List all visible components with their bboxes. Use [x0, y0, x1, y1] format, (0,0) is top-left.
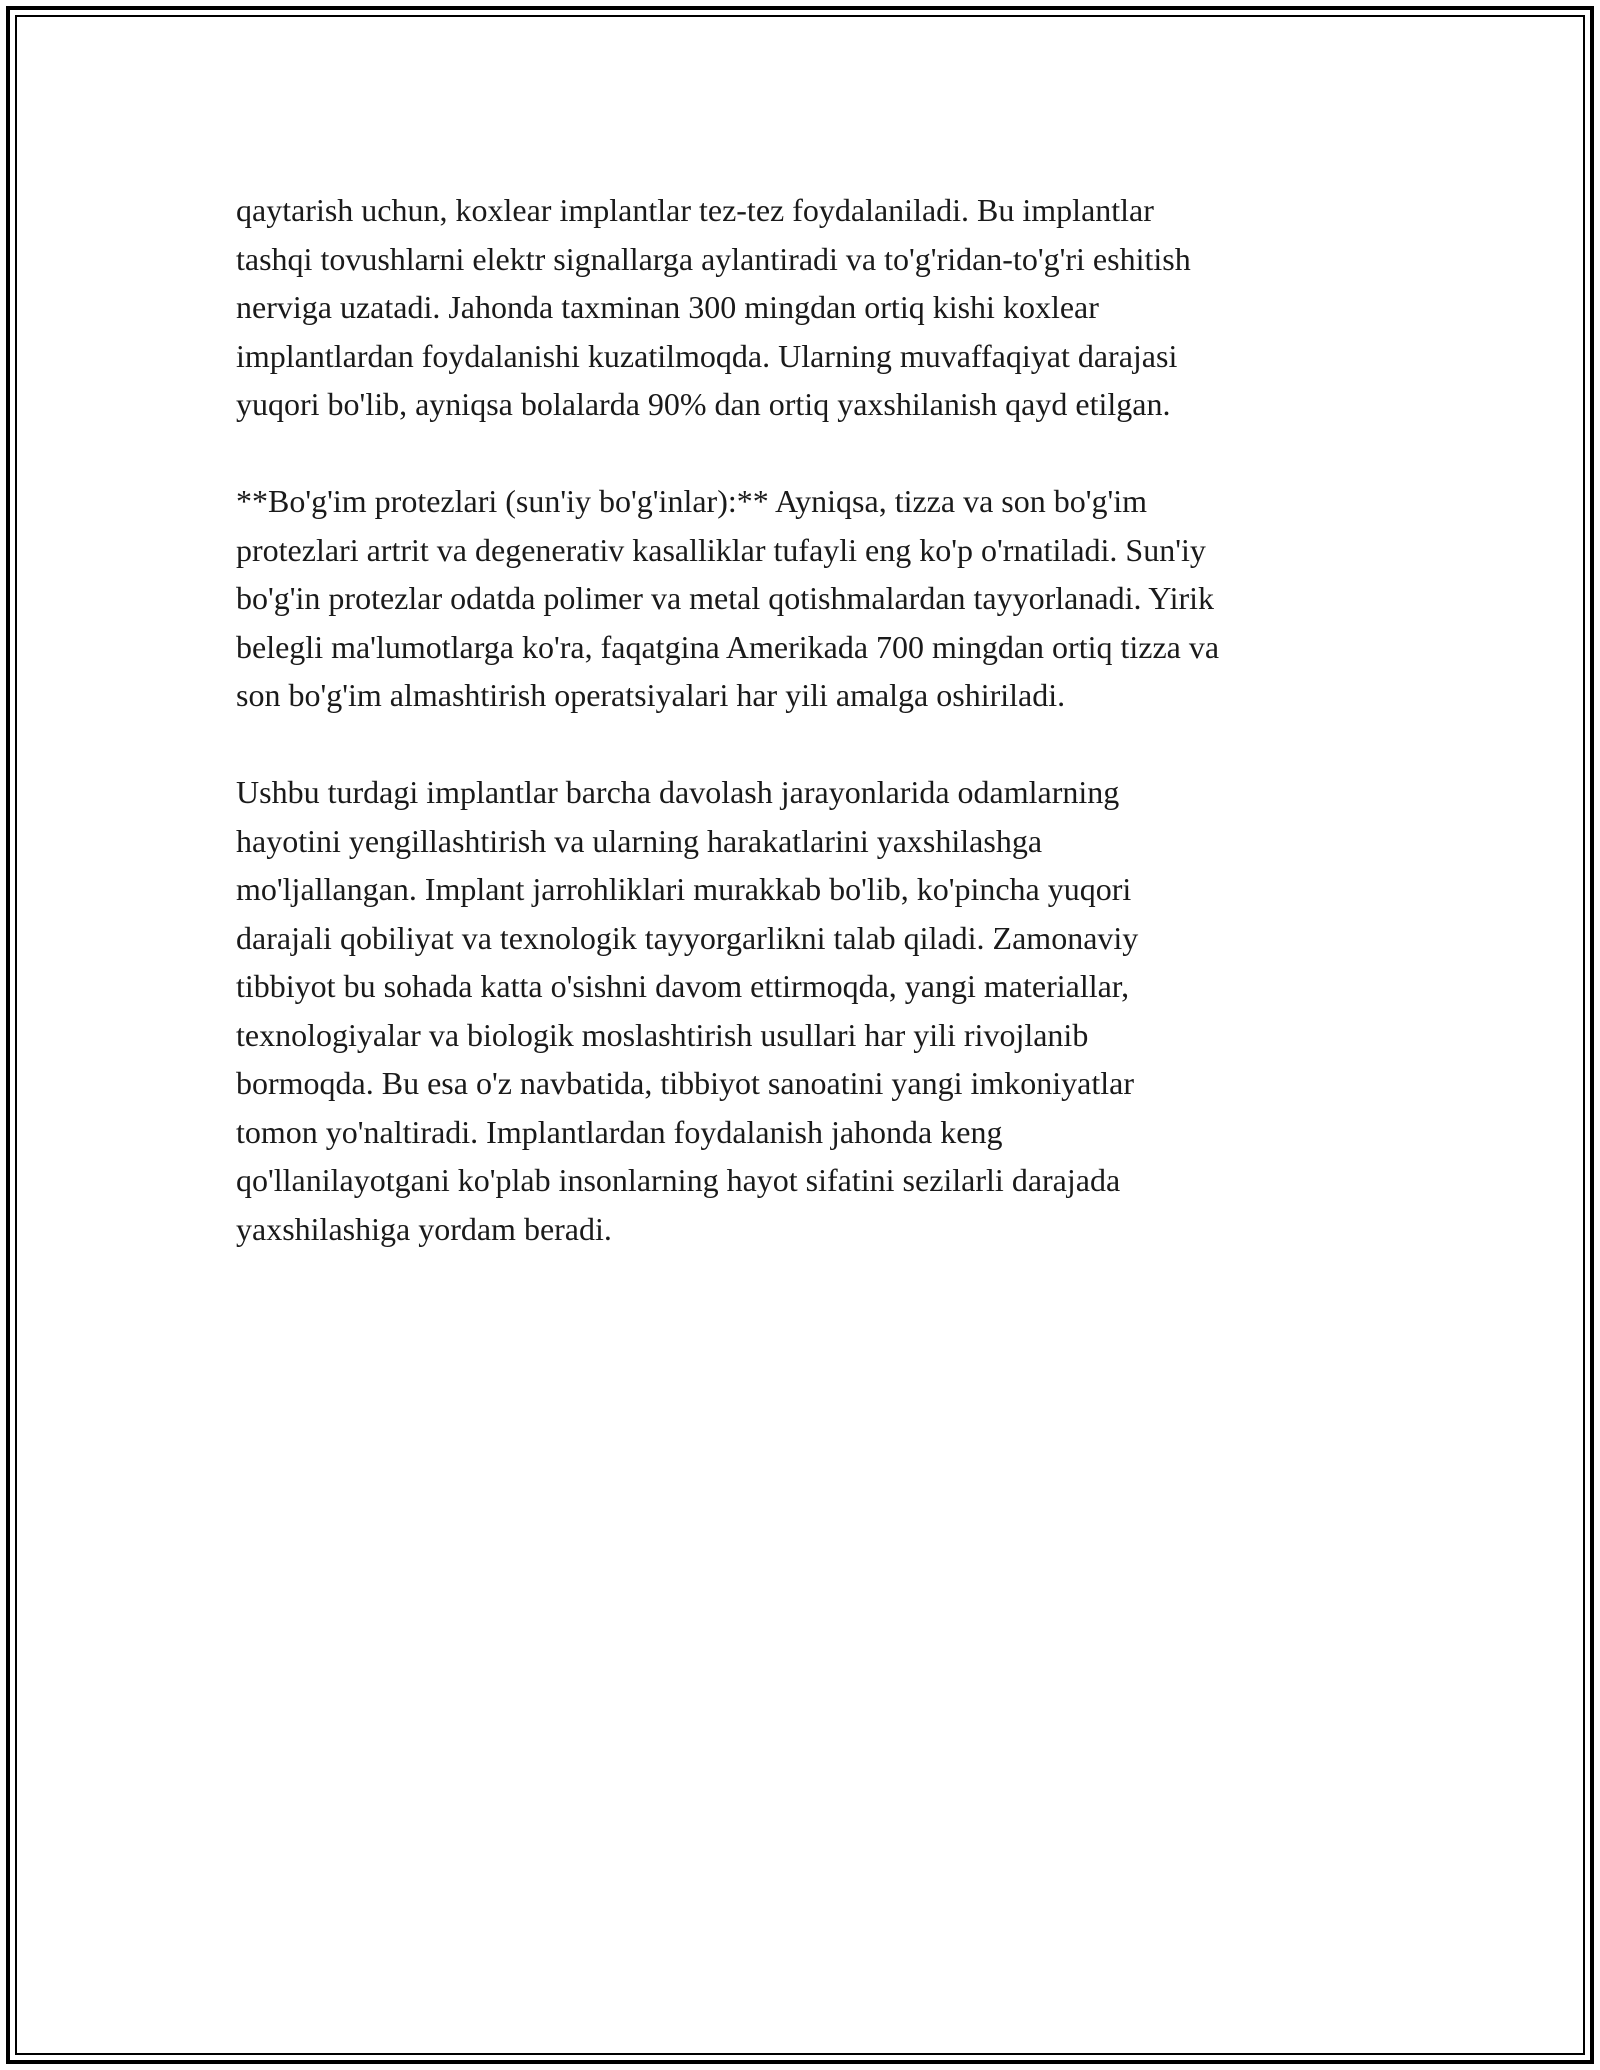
text-line: yuqori bo'lib, ayniqsa bolalarda 90% dan ortiq yaxshilanish qayd etilgan. — [236, 386, 1171, 422]
text-line: yaxshilashiga yordam beradi. — [236, 1210, 612, 1247]
text-line: hayotini yengillashtirish va ularning harakatlarini yaxshilashga — [236, 822, 1043, 859]
text-line: tomon yo'naltiradi. Implantlardan foydalanish jahonda keng — [236, 1113, 1003, 1150]
text-line: implantlardan foydalanishi kuzatilmoqda. Ularning muvaffaqiyat darajasi — [236, 337, 1178, 374]
document-body — [236, 186, 1396, 1302]
text-line: bormoqda. Bu esa o'z navbatida, tibbiyot sanoatini yangi imkoniyatlar — [236, 1065, 1135, 1101]
text-line: qo'llanilayotgani ko'plab insonlarning hayot sifatini sezilarli darajada — [236, 1162, 1121, 1198]
text-line: bo'g'in protezlar odatda polimer va metal qotishmalardan tayyorlanadi. Yirik — [236, 580, 1215, 616]
text-line: son bo'g'im almashtirish operatsiyalari har yili amalga oshiriladi. — [236, 677, 1066, 713]
paragraph-cochlear-implants — [236, 186, 1396, 429]
text-line: texnologiyalar va biologik moslashtirish usullari har yili rivojlanib — [236, 1016, 1089, 1053]
text-line: nerviga uzatadi. Jahonda taxminan 300 mingdan ortiq kishi koxlear — [236, 289, 1099, 325]
text-line: Ushbu turdagi implantlar barcha davolash jarayonlarida odamlarning — [236, 774, 1120, 810]
text-line: protezlari artrit va degenerativ kasalliklar tufayli eng ko'p o'rnatiladi. Sun'iy — [236, 531, 1206, 568]
text-line: tashqi tovushlarni elektr signallarga aylantiradi va to'g'ridan-to'g'ri eshitish — [236, 240, 1191, 277]
text-line: mo'ljallangan. Implant jarrohliklari murakkab bo'lib, ko'pincha yuqori — [236, 871, 1132, 907]
text-line: tibbiyot bu sohada katta o'sishni davom ettirmoqda, yangi materiallar, — [236, 968, 1130, 1004]
paragraph-conclusion — [236, 768, 1396, 1253]
text-line: qaytarish uchun, koxlear implantlar tez-tez foydalaniladi. Bu implantlar — [236, 192, 1154, 228]
text-line: darajali qobiliyat va texnologik tayyorgarlikni talab qiladi. Zamonaviy — [236, 919, 1139, 956]
text-line: **Bo'g'im protezlari (sun'iy bo'g'inlar):** Ayniqsa, tizza va son bo'g'im — [236, 483, 1148, 519]
text-line: belegli ma'lumotlarga ko'ra, faqatgina Amerikada 700 mingdan ortiq tizza va — [236, 628, 1220, 665]
paragraph-joint-prostheses — [236, 477, 1396, 720]
